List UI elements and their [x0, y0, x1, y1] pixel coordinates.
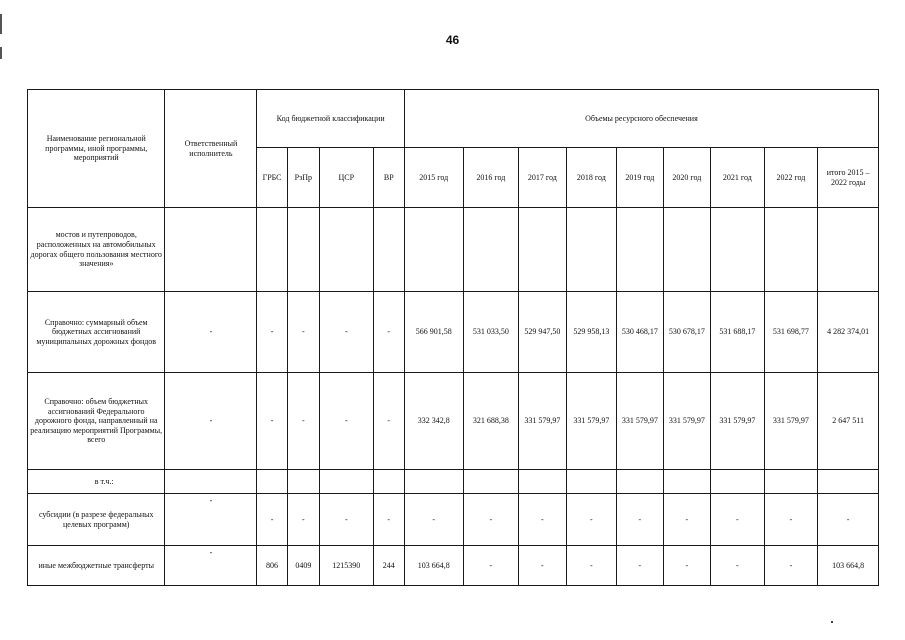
row-value-2021: - [711, 546, 765, 586]
row-value-2015: 103 664,8 [404, 546, 463, 586]
row-value-2019: 331 579,97 [617, 373, 663, 470]
row-value-2016: 321 688,38 [463, 373, 519, 470]
resource-table [27, 89, 879, 586]
table-row [28, 546, 879, 586]
row-vr [373, 470, 404, 494]
row-value-2016 [463, 208, 519, 292]
header-volumes: Объемы ресурсного обеспечения [404, 90, 878, 148]
header-name: Наименование региональной программы, иной программы, мероприятий [28, 90, 165, 208]
page-number: 46 [445, 33, 460, 47]
header-col-rzpr: РзПр [287, 148, 319, 208]
row-executor: - [165, 546, 257, 586]
row-value-2018 [566, 208, 617, 292]
row-value-2016: - [463, 494, 519, 546]
table-row [28, 494, 879, 546]
row-value-2019: - [617, 546, 663, 586]
row-value-2015: 566 901,58 [404, 292, 463, 373]
row-value-2018: 331 579,97 [566, 373, 617, 470]
table-row [28, 470, 879, 494]
row-grbs [257, 470, 287, 494]
scan-speck [831, 621, 833, 623]
row-value-2021 [711, 208, 765, 292]
header-year-2018: 2018 год [566, 148, 617, 208]
table-row [28, 208, 879, 292]
row-name: мостов и путепроводов, расположенных на автомобильных дорогах общего пользования местного значения» [28, 208, 165, 292]
row-vr [373, 208, 404, 292]
row-value-2015 [404, 470, 463, 494]
header-row-top [28, 90, 879, 148]
row-value-2021: 531 688,17 [711, 292, 765, 373]
header-year-2016: 2016 год [463, 148, 519, 208]
row-value-2019: 530 468,17 [617, 292, 663, 373]
row-executor: - [165, 292, 257, 373]
row-value-total: 2 647 511 [818, 373, 879, 470]
row-csr: - [320, 373, 374, 470]
row-value-2021: - [711, 494, 765, 546]
row-csr: - [320, 494, 374, 546]
row-value-total: - [818, 494, 879, 546]
header-year-2015: 2015 год [404, 148, 463, 208]
row-value-2015: 332 342,8 [404, 373, 463, 470]
row-name: Справочно: суммарный объем бюджетных ассигнований муниципальных дорожных фондов [28, 292, 165, 373]
row-rzpr [287, 208, 319, 292]
row-value-total [818, 208, 879, 292]
row-rzpr [287, 470, 319, 494]
header-col-grbs: ГРБС [257, 148, 287, 208]
row-value-2019: - [617, 494, 663, 546]
row-value-2020: - [663, 494, 710, 546]
row-value-2017: - [519, 546, 566, 586]
row-rzpr: - [287, 292, 319, 373]
row-executor: - [165, 494, 257, 546]
margin-scan-mark [0, 47, 2, 59]
row-grbs: - [257, 292, 287, 373]
row-rzpr: - [287, 373, 319, 470]
table-row [28, 373, 879, 470]
row-value-2015: - [404, 494, 463, 546]
row-value-2020: 530 678,17 [663, 292, 710, 373]
header-year-2019: 2019 год [617, 148, 663, 208]
row-value-2022: - [764, 546, 818, 586]
row-csr: 1215390 [320, 546, 374, 586]
row-value-2022 [764, 208, 818, 292]
table-row [28, 292, 879, 373]
row-value-2020: - [663, 546, 710, 586]
row-value-2016: - [463, 546, 519, 586]
header-col-csr: ЦСР [320, 148, 374, 208]
row-vr: 244 [373, 546, 404, 586]
row-value-2017 [519, 208, 566, 292]
row-grbs [257, 208, 287, 292]
row-value-2016 [463, 470, 519, 494]
row-value-2022: 531 698,77 [764, 292, 818, 373]
row-executor: - [165, 373, 257, 470]
header-year-2021: 2021 год [711, 148, 765, 208]
row-name: Справочно: объем бюджетных ассигнований Федерального дорожного фонда, направленный на реализацию мероприятий Программы, всего [28, 373, 165, 470]
row-value-2017: 331 579,97 [519, 373, 566, 470]
row-executor [165, 208, 257, 292]
row-csr: - [320, 292, 374, 373]
row-value-2020 [663, 208, 710, 292]
row-value-2022: 331 579,97 [764, 373, 818, 470]
header-col-vr: ВР [373, 148, 404, 208]
row-value-2020 [663, 470, 710, 494]
row-value-2018: 529 958,13 [566, 292, 617, 373]
row-name: субсидии (в разрезе федеральных целевых программ) [28, 494, 165, 546]
row-grbs: - [257, 494, 287, 546]
row-csr [320, 208, 374, 292]
row-csr [320, 470, 374, 494]
row-vr: - [373, 292, 404, 373]
row-rzpr: - [287, 494, 319, 546]
margin-scan-mark [0, 14, 2, 34]
row-value-2019 [617, 470, 663, 494]
row-value-2018: - [566, 546, 617, 586]
row-value-2022 [764, 470, 818, 494]
row-value-2018: - [566, 494, 617, 546]
row-name: иные межбюджетные трансферты [28, 546, 165, 586]
row-value-2015 [404, 208, 463, 292]
header-year-2017: 2017 год [519, 148, 566, 208]
header-executor: Ответственный исполнитель [165, 90, 257, 208]
row-value-2021 [711, 470, 765, 494]
row-value-2016: 531 033,50 [463, 292, 519, 373]
row-grbs: - [257, 373, 287, 470]
row-value-total: 103 664,8 [818, 546, 879, 586]
row-value-2018 [566, 470, 617, 494]
header-year-2020: 2020 год [663, 148, 710, 208]
row-executor [165, 470, 257, 494]
header-year-2022: 2022 год [764, 148, 818, 208]
row-rzpr: 0409 [287, 546, 319, 586]
row-value-2022: - [764, 494, 818, 546]
row-value-total [818, 470, 879, 494]
row-value-total: 4 282 374,01 [818, 292, 879, 373]
row-value-2019 [617, 208, 663, 292]
row-value-2017: - [519, 494, 566, 546]
row-value-2017 [519, 470, 566, 494]
row-grbs: 806 [257, 546, 287, 586]
row-vr: - [373, 494, 404, 546]
row-name: в т.ч.: [28, 470, 165, 494]
header-budget-code: Код бюджетной классификации [257, 90, 405, 148]
row-value-2020: 331 579,97 [663, 373, 710, 470]
row-value-2021: 331 579,97 [711, 373, 765, 470]
header-year-total: итого 2015 – 2022 годы [818, 148, 879, 208]
row-vr: - [373, 373, 404, 470]
row-value-2017: 529 947,50 [519, 292, 566, 373]
